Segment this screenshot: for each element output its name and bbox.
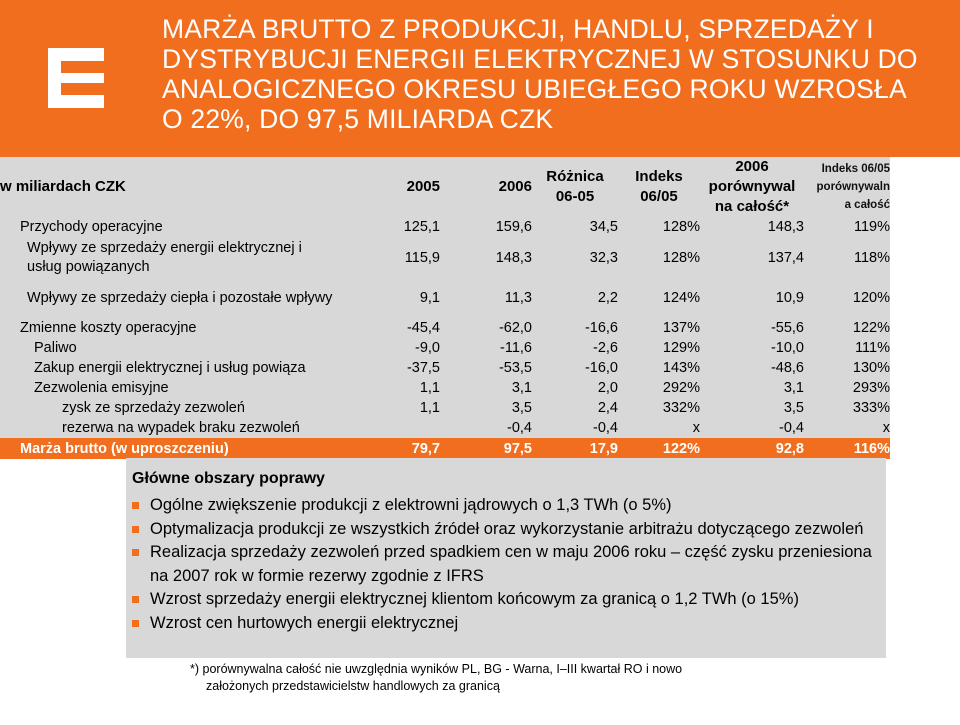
cell-diff: 2,0 xyxy=(597,380,618,396)
list-item xyxy=(132,494,872,518)
row-label: Przychody operacyjne xyxy=(20,219,163,235)
cell-comparable: 3,5 xyxy=(783,400,804,416)
cell-comparable-index: 333% xyxy=(852,400,890,416)
page-title xyxy=(162,14,942,134)
table-row xyxy=(0,358,890,378)
cell-2005: 1,1 xyxy=(419,380,440,396)
cell-2006: -11,6 xyxy=(500,340,532,356)
row-label: Marża brutto (w uproszczeniu) xyxy=(0,438,360,459)
list-item-text: Wzrost cen hurtowych energii elektrycznej xyxy=(150,613,459,632)
cell-diff: 32,3 xyxy=(589,249,618,266)
cell-comparable-index: 120% xyxy=(852,290,890,306)
square-bullet-icon xyxy=(132,526,139,533)
table-row xyxy=(0,378,890,398)
cell-2005 xyxy=(360,418,440,438)
cell-2006: 3,5 xyxy=(511,400,532,416)
cell-index: 128% xyxy=(662,219,700,235)
header-comparable-line: na całość* xyxy=(714,198,790,215)
cell-2006: 3,1 xyxy=(511,380,532,396)
cell-2006: 97,5 xyxy=(440,438,532,459)
table-row xyxy=(0,278,890,318)
square-bullet-icon xyxy=(132,596,139,603)
cell-comparable: -55,6 xyxy=(770,320,804,336)
row-label: Zezwolenia emisyjne xyxy=(34,380,169,396)
cell-diff: -16,6 xyxy=(584,320,618,336)
cell-comparable: -10,0 xyxy=(770,340,804,356)
cell-comparable-index: 111% xyxy=(855,340,890,356)
cell-diff: -16,0 xyxy=(584,360,618,376)
cell-2006: -62,0 xyxy=(498,320,532,336)
header-unit: w miliardach CZK xyxy=(0,178,126,195)
cell-index: 143% xyxy=(662,360,700,376)
table-header-row xyxy=(0,157,890,217)
list-item-text: Realizacja sprzedaży zezwoleń przed spadkiem cen w maju 2006 roku – część zysku przeniesiona na 2007 rok w formie rezerwy zgodnie z IFRS xyxy=(150,543,872,585)
table-row xyxy=(0,418,890,438)
table-total-row xyxy=(0,438,890,459)
cell-index: 332% xyxy=(662,400,700,416)
cell-2005: -37,5 xyxy=(406,360,440,376)
cell-index: 124% xyxy=(662,290,700,306)
square-bullet-icon xyxy=(132,620,139,627)
cell-comparable-index: 119% xyxy=(853,219,890,235)
title-line: ANALOGICZNEGO OKRESU UBIEGŁEGO ROKU WZROSŁA xyxy=(162,74,907,104)
cell-2005: -45,4 xyxy=(406,320,440,336)
cell-comparable-index: 293% xyxy=(852,380,890,396)
footnote-line: założonych przedstawicielstw handlowych za granicą xyxy=(206,679,500,693)
cell-2005: 79,7 xyxy=(360,438,440,459)
cell-index: 128% xyxy=(662,249,700,266)
list-item xyxy=(132,518,872,542)
cell-2005: 9,1 xyxy=(419,290,440,306)
header-comparable xyxy=(700,157,804,217)
square-bullet-icon xyxy=(132,502,139,509)
cell-diff: -0,4 xyxy=(593,420,618,436)
cell-2006: 159,6 xyxy=(495,219,532,235)
cell-comparable: 3,1 xyxy=(783,380,804,396)
cell-2006: -53,5 xyxy=(498,360,532,376)
table-row xyxy=(0,338,890,358)
row-label: rezerwa na wypadek braku zezwoleń xyxy=(62,420,300,436)
header-index xyxy=(618,157,700,217)
list-item-text: Optymalizacja produkcji ze wszystkich źródeł oraz wykorzystanie arbitrażu dotyczącego zezwoleń xyxy=(150,519,864,538)
cell-comparable-index: 116% xyxy=(804,438,890,459)
row-label: Wpływy ze sprzedaży ciepła i pozostałe wpływy xyxy=(27,289,333,306)
improvement-areas-list xyxy=(132,494,872,635)
title-banner xyxy=(0,0,960,157)
cell-comparable: 92,8 xyxy=(700,438,804,459)
table-row xyxy=(0,237,890,278)
cell-index: 137% xyxy=(662,320,700,336)
table-row xyxy=(0,398,890,418)
square-bullet-icon xyxy=(132,549,139,556)
cell-index: 122% xyxy=(618,438,700,459)
cell-comparable: 10,9 xyxy=(775,290,804,306)
list-item xyxy=(132,612,872,636)
header-comparable-index xyxy=(804,157,890,217)
list-item-text: Ogólne zwiększenie produkcji z elektrowni jądrowych o 1,3 TWh (o 5%) xyxy=(150,496,672,514)
header-diff-line: Różnica xyxy=(546,168,604,185)
cell-comparable-index: 130% xyxy=(852,360,890,376)
cell-comparable: -0,4 xyxy=(779,420,804,436)
cell-comparable-index: x xyxy=(882,420,890,436)
row-label: Paliwo xyxy=(34,340,77,356)
cez-logo-icon xyxy=(48,48,104,108)
list-item-text: Wzrost sprzedaży energii elektrycznej klientom końcowym za granicą o 1,2 TWh (o 15%) xyxy=(150,590,799,608)
title-line: DYSTRYBUCJI ENERGII ELEKTRYCZNEJ W STOSUNKU DO xyxy=(162,44,918,74)
header-2005: 2005 xyxy=(406,178,440,195)
improvement-areas-title: Główne obszary poprawy xyxy=(132,470,325,487)
cell-comparable: 148,3 xyxy=(767,219,804,235)
header-comparable-index-line: porównywaln xyxy=(816,181,890,193)
cell-comparable-index: 118% xyxy=(853,249,890,266)
table-row xyxy=(0,318,890,338)
cell-2006: 11,3 xyxy=(504,290,532,306)
header-comparable-index-line: a całość xyxy=(844,199,890,211)
cell-2005: 115,9 xyxy=(404,249,440,266)
cell-diff: 17,9 xyxy=(532,438,618,459)
title-line: MARŻA BRUTTO Z PRODUKCJI, HANDLU, SPRZEDAŻY I xyxy=(162,14,874,44)
cell-index: 129% xyxy=(662,340,700,356)
header-comparable-line: porównywal xyxy=(708,178,796,195)
cell-comparable-index: 122% xyxy=(852,320,890,336)
title-line: O 22%, DO 97,5 MILIARDA CZK xyxy=(162,104,554,134)
cell-2006: -0,4 xyxy=(507,420,532,436)
list-item xyxy=(132,541,872,588)
cell-index: 292% xyxy=(662,380,700,396)
row-label: Wpływy ze sprzedaży energii elektrycznej i usług powiązanych xyxy=(27,239,302,275)
footnote xyxy=(190,661,682,695)
cell-diff: 34,5 xyxy=(589,219,618,235)
cell-comparable: 137,4 xyxy=(767,249,804,266)
header-2006: 2006 xyxy=(498,178,532,195)
cell-2005: 1,1 xyxy=(419,400,440,416)
row-label: Zakup energii elektrycznej i usług powiąza xyxy=(34,360,306,376)
header-comparable-index-line: Indeks 06/05 xyxy=(821,163,890,175)
cell-2005: 125,1 xyxy=(403,219,440,235)
footnote-line: *) porównywalna całość nie uwzględnia wyników PL, BG - Warna, I–III kwartał RO i nowo xyxy=(190,662,683,676)
list-item xyxy=(132,588,872,612)
header-diff xyxy=(532,157,618,217)
cell-diff: -2,6 xyxy=(593,340,618,356)
cell-2005: -9,0 xyxy=(415,340,440,356)
cell-comparable: -48,6 xyxy=(770,360,804,376)
cell-diff: 2,4 xyxy=(597,400,618,416)
cell-diff: 2,2 xyxy=(597,290,618,306)
header-comparable-line: 2006 xyxy=(735,158,769,175)
header-index-line: 06/05 xyxy=(640,188,678,205)
cell-index: x xyxy=(692,420,700,436)
row-label: Zmienne koszty operacyjne xyxy=(20,320,197,336)
header-diff-line: 06-05 xyxy=(555,188,595,205)
row-label: zysk ze sprzedaży zezwoleń xyxy=(62,400,245,416)
header-index-line: Indeks xyxy=(635,168,683,185)
cell-2006: 148,3 xyxy=(495,249,532,266)
table-row xyxy=(0,217,890,237)
gross-margin-table xyxy=(0,157,890,459)
